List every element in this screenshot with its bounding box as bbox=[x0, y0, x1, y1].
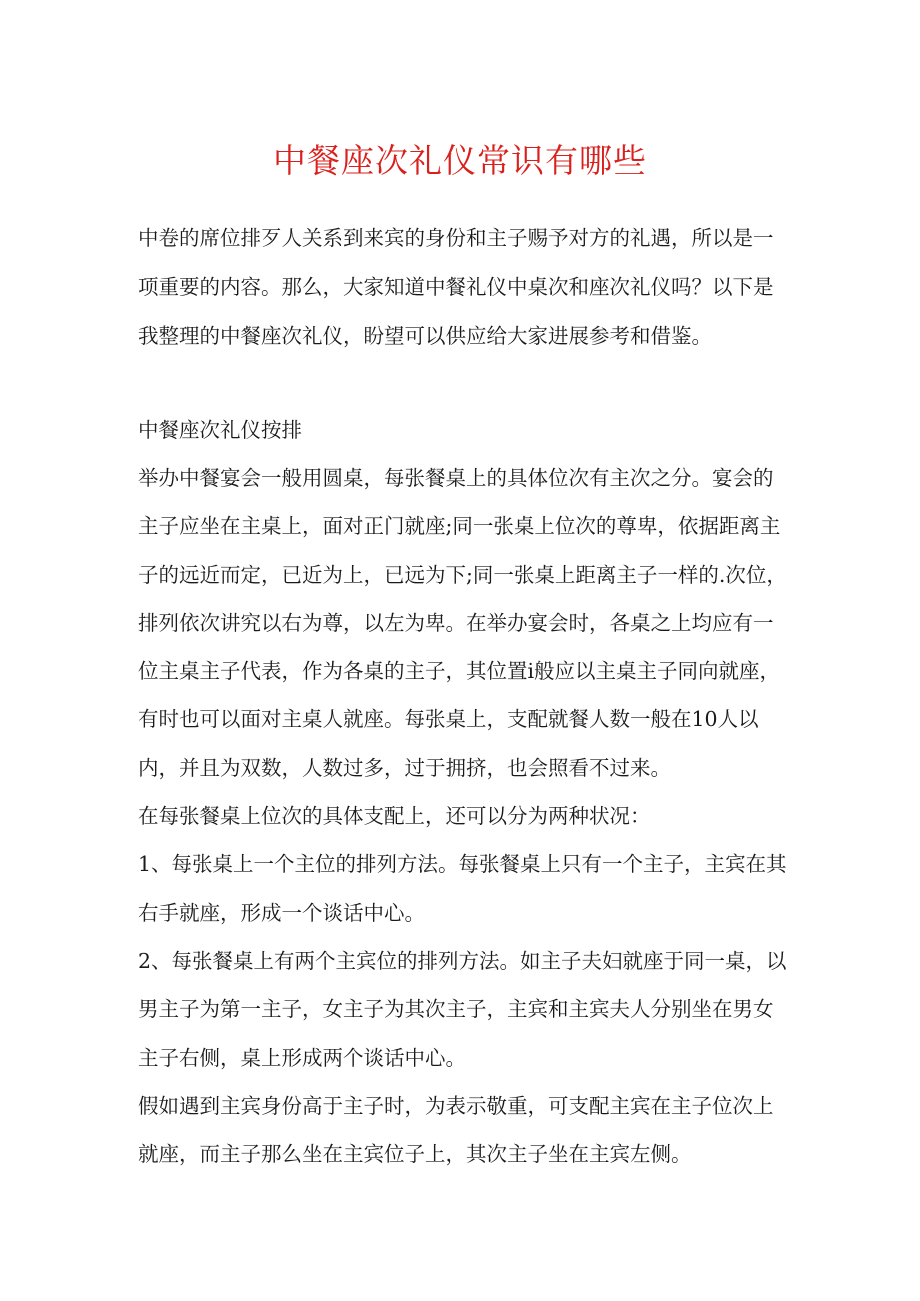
intro-paragraph: 中卷的席位排歹人关系到来宾的身份和主子赐予对方的礼遇，所以是一项重要的内容。那么，大家知道中餐礼仪中桌次和座次礼仪吗？以下是我整理的中餐座次礼仪，盼望可以供应给大家进展参考和借鉴。 bbox=[138, 226, 774, 348]
page-title: 中餐座次礼仪常识有哪些 bbox=[273, 141, 647, 180]
paragraph-seating-rules: 举办中餐宴会一般用圆桌，每张餐桌上的具体位次有主次之分。宴会的主子应坐在主桌上，面对正门就座;同一张桌上位次的尊卑，依据距离主子的远近而定，已近为上，已远为下;同一张桌上距离主子一样的.次位，排列依次讲究以右为尊，以左为卑。在举办宴会时，各桌之上均应有一位主桌主子代表，作为各桌的主子，其位置i般应以主桌主子同向就座，有时也可以面对主桌人就座。每张桌上，支配就餐人数一般在10人以内，并且为双数，人数过多，过于拥挤，也会照看不过来。 bbox=[138, 466, 787, 780]
paragraph-two-hosts: 2、每张餐桌上有两个主宾位的排列方法。如主子夫妇就座于同一桌，以男主子为第一主子，女主子为其次主子，主宾和主宾夫人分别坐在男女主子右侧，桌上形成两个谈话中心。 bbox=[138, 948, 787, 1070]
section-content bbox=[138, 454, 788, 1178]
section-heading: 中餐座次礼仪按排 bbox=[138, 418, 302, 442]
paragraph-guest-higher-status: 假如遇到主宾身份高于主子时，为表示敬重，可支配主宾在主子位次上就座，而主子那么坐在主宾位子上，其次主子坐在主宾左侧。 bbox=[138, 1093, 774, 1167]
paragraph-two-situations: 在每张餐桌上位次的具体支配上，还可以分为两种状况： bbox=[138, 804, 651, 829]
paragraph-one-host: 1、每张桌上一个主位的排列方法。每张餐桌上只有一个主子，主宾在其右手就座，形成一个谈话中心。 bbox=[138, 852, 787, 925]
